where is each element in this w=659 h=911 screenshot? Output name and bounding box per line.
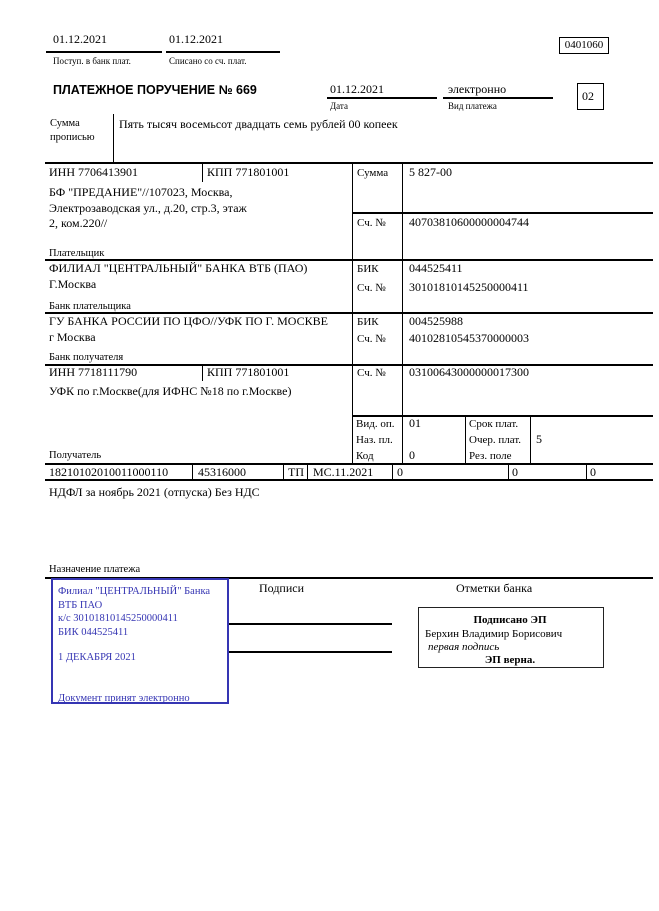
code-label: Код <box>356 450 374 462</box>
payer-name-line: Электрозаводская ул., д.20, стр.3, этаж <box>49 200 247 215</box>
amount-words-label-1: Сумма <box>50 118 80 129</box>
rule-line <box>465 415 466 463</box>
stamp-accepted-note: Документ принят электронно <box>58 693 190 704</box>
amount-words-value: Пять тысяч восемьсот двадцать семь рублей 00 копеек <box>119 117 398 131</box>
beneficiary-bank-section-label: Банк получателя <box>49 352 124 363</box>
signature-line-2 <box>229 651 392 653</box>
stamp-bik: БИК 044525411 <box>58 627 129 638</box>
stamp-bank-name-line2: ВТБ ПАО <box>58 600 103 611</box>
beneficiary-bank-bik-label: БИК <box>357 316 379 328</box>
payer-bank-bik: 044525411 <box>409 261 463 275</box>
op-kind-value: 01 <box>409 416 421 430</box>
rule-line <box>508 463 509 479</box>
op-kind-label: Вид. оп. <box>356 418 395 430</box>
rule-line <box>192 463 193 479</box>
beneficiary-bank-name-line1: ГУ БАНКА РОССИИ ПО ЦФО//УФК ПО Г. МОСКВЕ <box>49 314 328 328</box>
beneficiary-bank-account: 40102810545370000003 <box>409 331 529 345</box>
received-date-label: Поступ. в банк плат. <box>53 56 131 66</box>
pay-term-label: Срок плат. <box>469 418 519 430</box>
written-off-date-value: 01.12.2021 <box>169 32 223 46</box>
tax-period: МС.11.2021 <box>313 465 374 479</box>
payer-section-label: Плательщик <box>49 248 105 259</box>
rule-line <box>443 97 553 99</box>
payer-name-line: БФ "ПРЕДАНИЕ"//107023, Москва, <box>49 185 233 199</box>
esign-verified: ЭП верна. <box>484 654 536 666</box>
beneficiary-bank-bik: 004525988 <box>409 314 463 328</box>
payer-bank-bik-label: БИК <box>357 263 379 275</box>
payer-bank-section-label: Банк плательщика <box>49 301 131 312</box>
amount-words-label-2: прописью <box>50 131 95 143</box>
payment-purpose-text: НДФЛ за ноябрь 2021 (отпуска) Без НДС <box>49 485 260 499</box>
tax-basis: ТП <box>288 465 304 479</box>
rule-line <box>352 212 653 214</box>
rule-line <box>392 463 393 479</box>
bank-marks-header: Отметки банка <box>456 581 533 595</box>
rule-line <box>352 415 653 417</box>
page-title: ПЛАТЕЖНОЕ ПОРУЧЕНИЕ № 669 <box>53 83 257 97</box>
rule-line <box>586 463 587 479</box>
tax-payment-type: 0 <box>590 465 596 479</box>
payer-account-label: Сч. № <box>357 217 386 229</box>
payer-account: 40703810600000004744 <box>409 215 529 229</box>
rule-line <box>46 51 162 53</box>
payer-bank-account-label: Сч. № <box>357 282 386 294</box>
payer-name-line: 2, ком.220// <box>49 216 108 230</box>
stamp-date: 1 ДЕКАБРЯ 2021 <box>58 652 136 663</box>
rule-line <box>113 114 114 162</box>
esign-signature-type: первая подпись <box>428 641 500 653</box>
payer-name <box>49 185 349 232</box>
tax-doc-date: 0 <box>512 465 518 479</box>
code-value: 0 <box>409 448 415 462</box>
esign-signer-name: Берхин Владимир Борисович <box>425 628 563 640</box>
rule-line <box>45 162 653 164</box>
rule-line <box>202 162 203 182</box>
rule-line <box>352 162 353 463</box>
esign-box <box>418 607 604 668</box>
beneficiary-account: 03100643000000017300 <box>409 365 529 379</box>
beneficiary-bank-name-line2: г Москва <box>49 330 96 344</box>
tax-doc-number: 0 <box>397 465 403 479</box>
amount-label: Сумма <box>357 167 389 179</box>
rule-line <box>402 162 403 463</box>
reserve-field-label: Рез. поле <box>469 450 512 462</box>
payer-kpp: КПП 771801001 <box>207 165 290 179</box>
rule-line <box>327 97 437 99</box>
esign-title: Подписано ЭП <box>473 614 547 626</box>
beneficiary-section-label: Получатель <box>49 450 102 461</box>
signature-line-1 <box>229 623 392 625</box>
stamp-bank-name-line1: Филиал "ЦЕНТРАЛЬНЫЙ" Банка <box>58 586 211 597</box>
payer-bank-name-line1: ФИЛИАЛ "ЦЕНТРАЛЬНЫЙ" БАНКА ВТБ (ПАО) <box>49 261 308 275</box>
beneficiary-name: УФК по г.Москве(для ИФНС №18 по г.Москве) <box>49 384 292 398</box>
payment-type-label: Вид платежа <box>448 101 497 111</box>
payment-date-value: 01.12.2021 <box>330 82 384 96</box>
form-code-box: 0401060 <box>559 37 609 54</box>
beneficiary-inn: ИНН 7718111790 <box>49 365 138 379</box>
rule-line <box>202 364 203 381</box>
written-off-date-label: Списано со сч. плат. <box>169 56 247 66</box>
priority-label: Очер. плат. <box>469 434 522 446</box>
purpose-code-label: Наз. пл. <box>356 434 393 446</box>
priority-value: 5 <box>536 432 542 446</box>
stamp-corr-account: к/с 30101810145250000411 <box>58 613 178 624</box>
rule-line <box>166 51 280 53</box>
tax-oktmo: 45316000 <box>198 465 246 479</box>
payer-bank-name-line2: Г.Москва <box>49 277 97 291</box>
signatures-header: Подписи <box>259 581 305 595</box>
payment-type-value: электронно <box>448 82 507 96</box>
amount-value: 5 827-00 <box>409 165 452 179</box>
rule-line <box>530 415 531 463</box>
rule-line <box>307 463 308 479</box>
received-date-value: 01.12.2021 <box>53 32 107 46</box>
payer-inn: ИНН 7706413901 <box>49 165 138 179</box>
beneficiary-kpp: КПП 771801001 <box>207 365 290 379</box>
bank-stamp-box <box>51 578 229 704</box>
rule-line <box>45 479 653 481</box>
rule-line <box>283 463 284 479</box>
beneficiary-bank-account-label: Сч. № <box>357 333 386 345</box>
rule-line <box>0 5 178 6</box>
payment-status-box: 02 <box>577 83 604 110</box>
payer-bank-account: 30101810145250000411 <box>409 280 529 294</box>
tax-kbk: 18210102010011000110 <box>49 465 169 479</box>
beneficiary-account-label: Сч. № <box>357 367 386 379</box>
payment-date-label: Дата <box>330 101 348 111</box>
purpose-section-label: Назначение платежа <box>49 564 141 575</box>
